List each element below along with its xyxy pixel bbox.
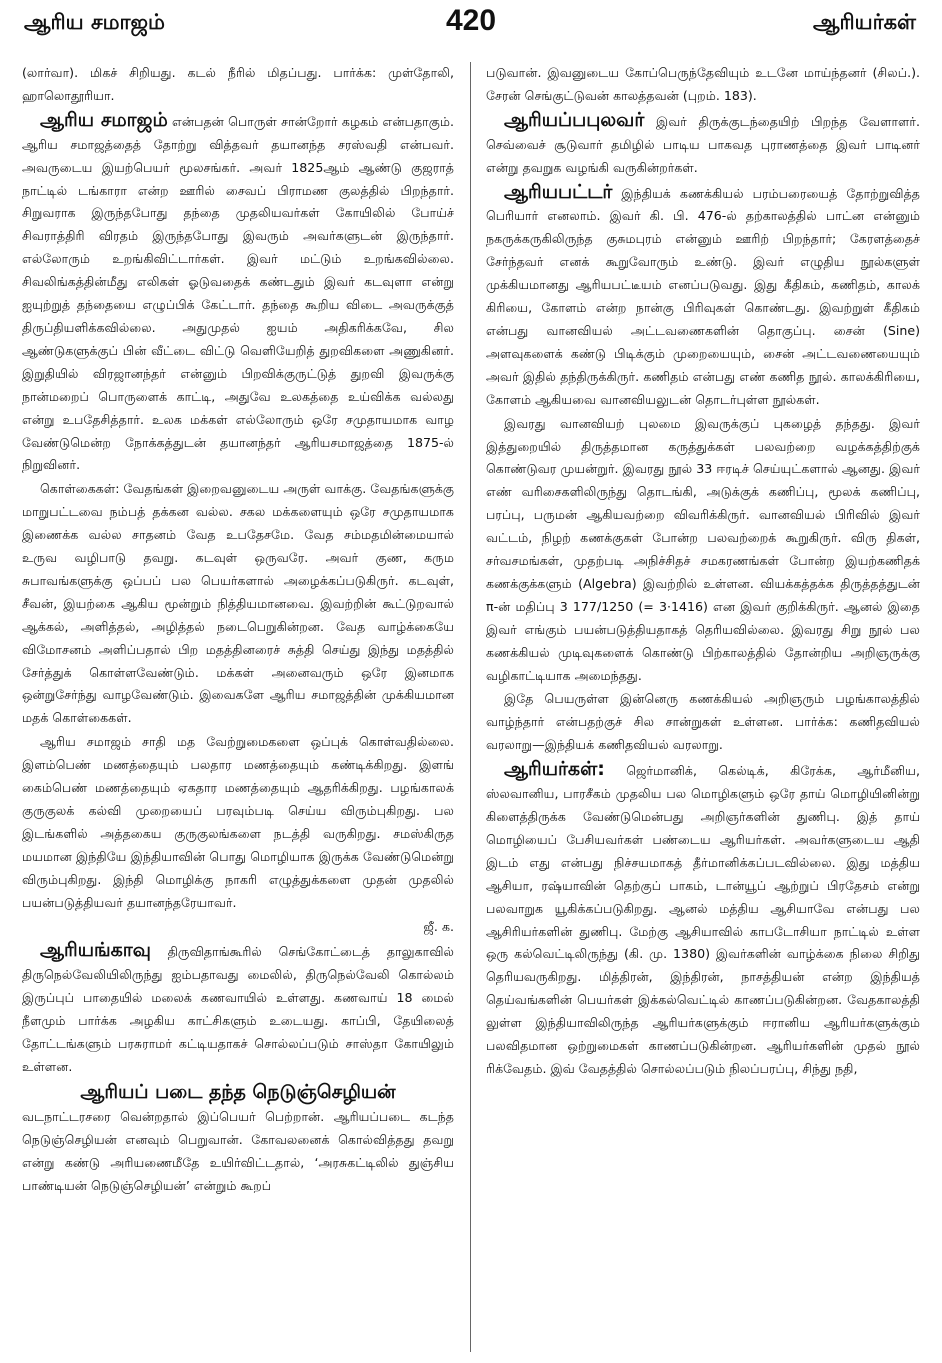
column-divider xyxy=(470,62,471,1352)
entry-paragraph: இதே பெயருள்ள இன்னெரு கணக்கியல் அறிஞரும் பழங்காலத்தில் வாழ்ந்தார் என்பதற்குச் சில சான்றுகள் உள்ளன. பார்க்க: கணிதவியல் வரலாறு—இந்தியக் கணிதவியல் வரலாறு. xyxy=(486,691,920,753)
entry-paragraph: வடநாட்டரசரை வென்றதால் இப்பெயர் பெற்றான். ஆரியப்படை கடந்த நெடுஞ்செழியன் எனவும் பெறுவான். கோவலனைக் கொல்வித்தது தவறு என்று கண்டு அரியணைமீதே உயிர்விட்டதால், ‘அரசுகட்டிலில் துஞ்சிய பாண்டியன் நெடுஞ்செழியன்’ என்றும் கூறப் xyxy=(22,1108,454,1193)
entry-text: ஜெர்மானிக், கெல்டிக், கிரேக்க, ஆர்மீனிய, ஸ்லவானிய, பாரசீகம் முதலிய பல மொழிகளும் ஒரே தாய் மொழியினின்று கிளைத்திருக்க வேண்டுமென்பது அறிஞர்களின் துணிபு. இத் தாய் மொழியைப் பேசியவர்கள் பண்டைய ஆரியர்கள். அவர்களுடைய ஆதி இடம் எது என்பது நிச்சயமாகத் தீர்மானிக்கப்படவில்லை. இது மத்திய ஆசியா, ரஷ்யாவின் தெற்குப் பாகம், டான்யூப் ஆற்றுப் பிரதேசம் என்று பலவாறுக யூகிக்கப்படுகிறது. ஆனல் மத்திய ஆசியாவே என்பது பல ஆசிரியர்களின் துணிபு. மேற்கு ஆசியாவில் காபடோசியா நாட்டில் உள்ள ஒரு கல்வெட்டிலிருந்து (கி. மு. 1380) இவர்களின் வாழ்க்கை நிலை சிறிது தெரியவருகிறது. மித்திரன், இந்திரன், நாசத்தியன் என்ற இந்தியத் தெய்வங்களின் பெயர்கள் இக்கல்வெட்டில் காணப்படுகின்றன. வேதகாலத்தி லுள்ள இந்தியாவிலிருந்த ஆரியர்களுக்கும் ஈரானிய ஆரியர்களுக்கும் பலவிதமான ஒற்றுமைகள் காணப்படுகின்றன. ஆரியர்களின் முதல் நூல் ரிக்வேதம். இவ் வேதத்தில் சொல்லப்படும் நிலப்பரப்பு, சிந்து நதி, xyxy=(486,763,920,1076)
right-column xyxy=(486,62,920,1352)
entry-text: இவர் திருக்குடந்தையிற் பிறந்த வேளாளர். செவ்வைச் சூடுவார் தமிழில் பாடிய பாகவத புராணத்தை இவர் பாடினர் என்று தவறுக வழங்கி வருகின்றர்கள். xyxy=(486,113,920,175)
author-signature: ஜீ. க. xyxy=(423,918,454,934)
entry-paragraph: இவரது வானவியற் புலமை இவருக்குப் புகழைத் தந்தது. இவர் இத்துறையில் திருத்தமான கருத்துக்கள் பலவற்றை வழக்கத்திற்குக் கொண்டுவர முயன்றுர். இவரது நூல் 33 ஈரடிச் செய்யுட்களால் ஆனது. இவர் எண் வரிசைகளிலிருந்து தொடங்கி, அடுக்குக் கணிப்பு, மூலக் கணிப்பு, பரப்பு, பருமன் ஆகியவற்றை விவரிக்கிருர். வானவியல் பிரிவில் இவர் வட்டம், நிழற் கணக்குகள் போன்ற பலவற்றைக் கூறுகிருர். விரு திகள், சர்வசமங்கள், முதற்படி அநிச்சிதச் சமகரணங்கள் போன்ற இயற்கணிதக் கணக்குக்களும் (Algebra) இவற்றில் உள்ளன. வியக்கத்தக்க திருத்தத்துடன் π-ன் மதிப்பு 3 177/1250 (= 3·1416) என இவர் குறிக்கிருர். ஆனல் இதை இவர் எங்கும் பயன்படுத்தியதாகத் தெரியவில்லை. இவரது சிறு நூல் பல கணக்கியல் முடிவுகளைக் கொண்டு பிற்காலத்தில் தோன்றிய அறிஞருக்கு வழிகாட்டியாக அமைந்தது. xyxy=(486,415,920,683)
page-header xyxy=(0,0,942,56)
entry-ariyappulavar xyxy=(486,109,920,180)
left-column xyxy=(22,62,454,1352)
page-number: 420 xyxy=(445,4,497,37)
entry-aryabhata xyxy=(486,181,920,412)
entry-aryans xyxy=(486,758,920,1081)
entry-paragraph: ஆரிய சமாஜம் சாதி மத வேற்றுமைகளை ஒப்புக் கொள்வதில்லை. இளம்பெண் மணத்தையும் பலதார மணத்தையும் கண்டிக்கிறது. இளங் கைம்பெண் மணத்தையும் ஏகதார மணத்தையும் ஆதரிக்கிறது. பழங்காலக் குருகுலக் கல்வி முறையைப் பரவும்படி செய்ய விரும்புகிறது. பல இடங்களில் அத்தகைய குருகுலங்களை நடத்தி வருகிறது. சமஸ்கிருத மயமான இந்தியே இந்தியாவின் பொது மொழியாக இருக்க வேண்டுமென்று விரும்புகிறது. இந்தி மொழிக்கு நாகரி எழுத்துக்களை முதன் முதலில் பயன்படுத்தியவர் தயானந்தரேயாவர். xyxy=(22,734,454,910)
running-head-left: ஆரிய சமாஜம் xyxy=(24,10,165,34)
entry-headword: ஆரியங்காவு xyxy=(40,939,151,962)
entry-text: என்பதன் பொருள் சான்றோர் கழகம் என்பதாகும். ஆரிய சமாஜத்தைத் தோற்று வித்தவர் தயானந்த சரஸ்வதி என்பவர். அவருடைய இயற்பெயர் மூலசங்கர். அவர் 1825ஆம் ஆண்டு குஜராத் நாட்டில் டங்காரா என்ற ஊரில் சைவப் பிராமண குலத்தில் பிறந்தார். சிறுவராக இருந்தபோது தந்தை முதலியவர்கள் கோயிலில் போய்ச் சிவராத்திரி விரதம் இருந்தபோது இவரும் அவர்களுடன் இருந்தார். எல்லோரும் உறங்கிவிட்டார்கள். இவர் மட்டும் உறங்கவில்லை. சிவலிங்கத்தின்மீது எலிகள் ஓடுவதைக் கண்டதும் இவர் கடவுளா என்று ஐயுற்றுத் தந்தையை எழுப்பிக் கேட்டார். தந்தை கூறிய விடை அவருக்குத் திருப்தியளிக்கவில்லை. அதுமுதல் ஐயம் அதிகரிக்கவே, சில ஆண்டுகளுக்குப் பின் வீட்டை விட்டு வெளியேறித் துறவிகளை அணுகினர். இறுதியில் விரஜானந்தர் என்னும் பிறவிக்குருட்டுத் துறவி இவருக்கு நான்மறைப் பொருளைக் காட்டி, அதுவே உலகத்தை உய்விக்க வல்லது என்று உபதேசித்தார். உலக மக்கள் எல்லோரும் ஒரே சமுதாயமாக வாழ வேண்டுமென்ற நோக்கத்துடன் தயானந்தர் ஆரியசமாஜத்தை 1875-ல் நிறுவினர். xyxy=(22,113,454,473)
entry-headword: ஆரியபட்டர் xyxy=(504,180,613,203)
entry-paragraph: கொள்கைகள்: வேதங்கள் இறைவனுடைய அருள் வாக்கு. வேதங்களுக்கு மாறுபட்டவை நம்பத் தக்கன வல்ல. சகல மக்களையும் ஒரே சமுதாயமாக இணைக்க வல்ல சாதனம் வேத உபதேசமே. வேத சம்மதமின்மையால் உருவ வழிபாடு தவறு. கடவுள் ஒருவரே. அவர் குண, கரும சுபாவங்களுக்கு ஒப்பப் பல பெயர்களால் அழைக்கப்படுகிருர். கடவுள், சீவன், இயற்கை ஆகிய மூன்றும் நித்தியமானவை. இவற்றின் கூட்டுறவால் ஆக்கல், அளித்தல், அழித்தல் நடைபெறுகின்றன. வேத வாழ்க்கையே விமோசனம் அளிப்பதால் பிற மதத்தினரைச் சுத்தி செய்து இந்து மதத்தில் சேர்த்துக் கொள்ளவேண்டும். மக்கள் அனைவரும் ஒரே இனமாக ஒன்றுசேர்ந்து வாழவேண்டும். இவைகளே ஆரிய சமாஜத்தின் முக்கியமான மதக் கொள்கைகள். xyxy=(22,481,454,726)
entry-headword: ஆரியப் படை தந்த நெடுஞ்செழியன் xyxy=(80,1080,396,1103)
entry-arya-samaj xyxy=(22,109,454,478)
continued-paragraph: படுவான். இவனுடைய கோப்பெருந்தேவியும் உடனே மாய்ந்தனர் (சிலப்.). சேரன் செங்குட்டுவன் காலத்தவன் (புறம். 183). xyxy=(486,65,920,103)
running-head-right: ஆரியர்கள் xyxy=(812,10,916,34)
entry-headword: ஆரியர்கள்: xyxy=(504,758,605,781)
entry-aryankavu xyxy=(22,939,454,1078)
entry-headword: ஆரியப்பபுலவர் xyxy=(504,108,645,131)
continued-paragraph: (லார்வா). மிகச் சிறியது. கடல் நீரில் மிதப்பது. பார்க்க: முள்தோலி, ஹாலொதூரியா. xyxy=(22,65,454,103)
entry-text: திருவிதாங்கூரில் செங்கோட்டைத் தாலுகாவில் திருநெல்வேலியிலிருந்து ஐம்பதாவது மைலில், திருநெல்வேலி கொல்லம் இருப்புப் பாதையில் மலைக் கணவாயில் உள்ளது. கணவாய் 18 மைல் நீளமும் பார்க்க அழகிய காட்சிகளும் உடையது. காப்பி, தேயிலைத் தோட்டங்களும் பரசுராமர் கட்டியதாகச் சொல்லப்படும் சாஸ்தா கோயிலும் உள்ளன. xyxy=(22,944,454,1074)
entry-text: இந்தியக் கணக்கியல் பரம்பரையைத் தோற்றுவித்த பெரியார் எனலாம். இவர் கி. பி. 476-ல் தற்காலத்தில் பாட்ன என்னும் நகருக்கருகிலிருந்த குசுமபுரம் என்னும் ஊரிற் பிறந்தார்; கேரளத்தைச் சேர்ந்தவர் எனக் கூறுவோரும் உண்டு. இவர் எழுதிய நூல்களுள் முக்கியமானது ஆரியபட்டீயம் எனப்படுவது. இது கீதிகம், கணிதம், காலக் கிரியை, கோளம் என்ற நான்கு பிரிவுகள் கொண்டது. இவற்றுள் கீதிகம் என்பது வானவியல் அட்டவணைகளின் தொகுப்பு. சைன் (Sine) அளவுகளைக் கண்டு பிடிக்கும் முறையையும், சைன் அட்டவணையையும் அவர் இதில் தந்திருக்கிருர். கணிதம் என்பது எண் கணித நூல். காலக்கிரியை, கோளம் ஆகியவை வானவியலுடன் தொடர்புள்ள நூல்கள். xyxy=(486,185,920,407)
entry-headword: ஆரிய சமாஜம் xyxy=(40,108,168,131)
